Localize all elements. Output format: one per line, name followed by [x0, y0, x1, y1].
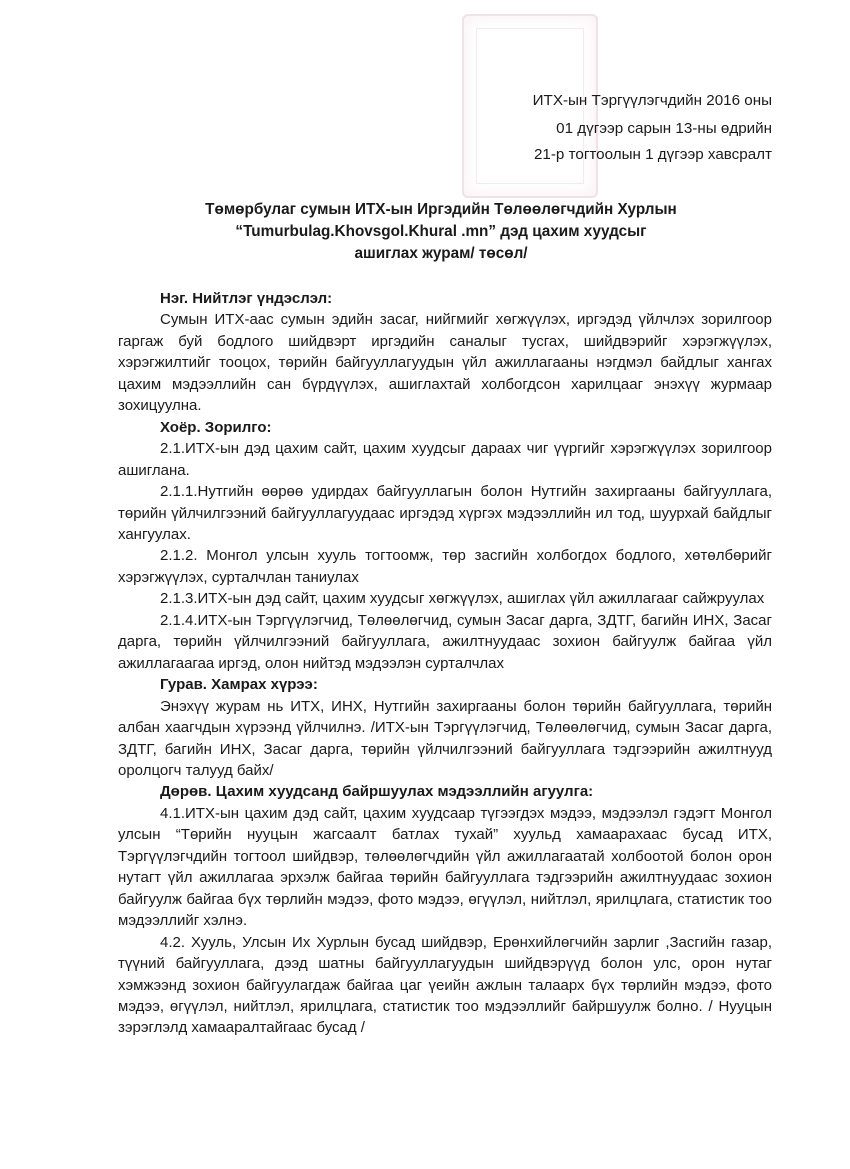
- header-line-1: ИТХ-ын Тэргүүлэгчдийн 2016 оны: [532, 92, 772, 109]
- header-line-2: 01 дүгээр сарын 13-ны өдрийн: [556, 120, 772, 137]
- paragraph-general: Сумын ИТХ-аас сумын эдийн засаг, нийгмийг хөгжүүлэх, иргэдэд үйлчлэх зорилгоор гаргаж буй бодлого шийдвэрт иргэдийн саналыг тусгах, шийдвэрийг хэрэгжүүлэх, хэрэгжилтийг тооцох, төрийн байгууллагуудын үйл ажиллагааны нэгдмэл байдлыг хангах цахим мэдээллийн сан бүрдүүлэх, ашиглахтай холбогдсон харилцааг энэхүү журмаар зохицуулна.: [118, 311, 772, 415]
- document-body: [118, 288, 772, 1039]
- section-heading-general: Нэг. Нийтлэг үндэслэл:: [160, 290, 333, 307]
- section-heading-content: Дөрөв. Цахим хуудсанд байршуулах мэдээллийн агуулга:: [160, 783, 594, 801]
- section-heading-scope: Гурав. Хамрах хүрээ:: [160, 676, 318, 694]
- paragraph-2-1-1: 2.1.1.Нутгийн өөрөө удирдах байгууллагын болон Нутгийн захиргааны байгууллага, төрийн үйлчилгээний байгууллагуудаас иргэдэд хүргэх мэдээллийн ил тод, шуурхай байдлыг хангуулах.: [118, 483, 772, 543]
- section-heading-purpose: Хоёр. Зорилго:: [160, 418, 272, 436]
- title-line-3: ашиглах журам/ төсөл/: [354, 245, 528, 262]
- paragraph-2-1: 2.1.ИТХ-ын дэд цахим сайт, цахим хуудсыг дараах чиг үүргийг хэрэгжүүлэх зорилгоор ашиглана.: [118, 440, 772, 479]
- title-line-2: “Tumurbulag.Khovsgol.Khural .mn” дэд цахим хуудсыг: [235, 223, 647, 240]
- header-line-3: 21-р тогтоолын 1 дүгээр хавсралт: [533, 146, 772, 163]
- document-title: [100, 199, 782, 265]
- attachment-header: [412, 88, 772, 168]
- paragraph-4-2: 4.2. Хууль, Улсын Их Хурлын бусад шийдвэр, Ерөнхийлөгчийн зарлиг ,Засгийн газар, түүний байгууллага, дээд шатны байгууллагуудын шийдвэрүүд болон улс, орон нутаг хэмжээнд зохион байгуулагдаж байгаа цаг үеийн ажлын талаарх бүх төрлийн мэдээ, фото мэдээ, өгүүлэл, нийтлэл, ярилцлага, статистик тоо мэдээллийг байршуулж болно. / Нууцын зэрэглэлд хамааралтайгаас бусад /: [118, 933, 772, 1037]
- title-line-1: Төмөрбулаг сумын ИТХ-ын Иргэдийн Төлөөлөгчдийн Хурлын: [205, 201, 677, 218]
- paragraph-2-1-3: 2.1.3.ИТХ-ын дэд сайт, цахим хуудсыг хөгжүүлэх, ашиглах үйл ажиллагааг сайжруулах: [160, 590, 765, 608]
- paragraph-scope: Энэхүү журам нь ИТХ, ИНХ, Нутгийн захиргааны болон төрийн байгууллага, төрийн албан хаагчдын хүрээнд үйлчилнэ. /ИТХ-ын Тэргүүлэгчид, Төлөөлөгчид, сумын Засаг дарга, ЗДТГ, багийн ИНХ, Засаг дарга, төрийн үйлчилгээний байгууллага тэдгээрийн ажилтнууд оролцогч талууд байх/: [118, 697, 772, 779]
- paragraph-2-1-4: 2.1.4.ИТХ-ын Тэргүүлэгчид, Төлөөлөгчид, сумын Засаг дарга, ЗДТГ, багийн ИНХ, Засаг дарга, төрийн үйлчилгээний байгууллага, ажилтнуудаас зохион байгуулж байгаа үйл ажиллагаагаа иргэд, олон нийтэд мэдээлэн сурталчлах: [118, 611, 772, 672]
- paragraph-2-1-2: 2.1.2. Монгол улсын хууль тогтоомж, төр засгийн холбогдох бодлого, хөтөлбөрийг хэрэгжүүлэх, сурталчлан таниулах: [118, 547, 772, 586]
- paragraph-4-1: 4.1.ИТХ-ын цахим дэд сайт, цахим хуудсаар түгээгдэх мэдээ, мэдээлэл гэдэгт Монгол улсын “Төрийн нууцын жагсаалт батлах тухай” хуульд хамаарахаас бусад ИТХ, Тэргүүлэгчдийн тогтоол шийдвэр, төлөөлөгчдийн үйл ажиллагаатай холбоотой болон орон нутагт үйл ажиллагаа эрхэлж байгаа төрийн байгууллага тэдгээрийн ажилтнуудаас зохион байгуулж байгаа бүх төрлийн мэдээ, фото мэдээ, өгүүлэл, нийтлэл, ярилцлага, статистик тоо мэдээллийг хэлнэ.: [118, 804, 772, 930]
